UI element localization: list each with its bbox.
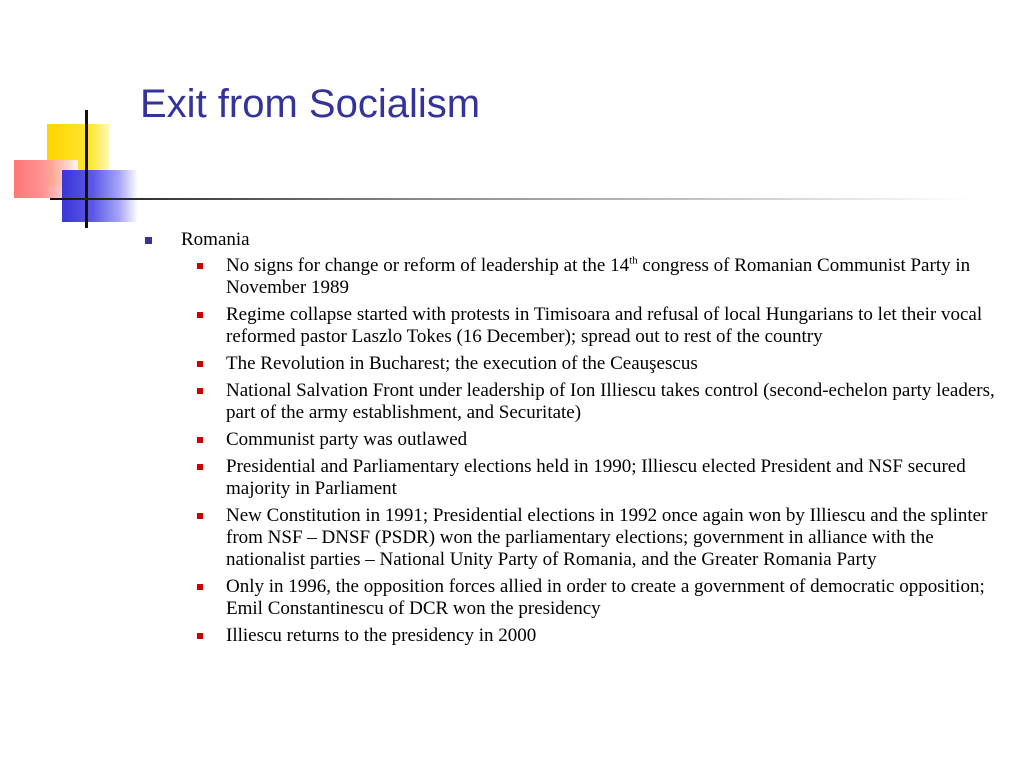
section-heading: Romania xyxy=(181,229,250,250)
bullet-text: Communist party was outlawed xyxy=(226,429,468,450)
square-bullet-icon xyxy=(197,312,203,318)
bullet-item xyxy=(140,255,1000,299)
title-underline xyxy=(50,198,970,200)
square-bullet-icon xyxy=(197,361,203,367)
bullet-text: Presidential and Parliamentary elections held in 1990; Illiescu elected President and NSF secured majority in Parliament xyxy=(226,456,966,499)
square-bullet-icon xyxy=(197,437,203,443)
square-bullet-icon xyxy=(197,263,203,269)
square-bullet-icon xyxy=(197,513,203,519)
square-bullet-icon xyxy=(197,388,203,394)
bullet-text-part: No signs for change or reform of leadership at the 14 xyxy=(226,255,630,276)
square-bullet-icon xyxy=(197,633,203,639)
ordinal-suffix: th xyxy=(629,254,638,267)
square-bullet-icon xyxy=(197,464,203,470)
bullet-text: New Constitution in 1991; Presidential elections in 1992 once again won by Illiescu and the splinter from NSF – DNSF (PSDR) won the parliamentary elections; government in alliance with the nationalist parties – National Unity Party of Romania, and the Greater Romania Party xyxy=(226,505,988,570)
bullet-level1 xyxy=(140,229,1000,251)
bullet-text: The Revolution in Bucharest; the execution of the Ceauşescus xyxy=(226,353,698,374)
bullet-item xyxy=(140,505,1000,571)
bullet-item xyxy=(140,380,1000,424)
square-bullet-icon xyxy=(145,237,152,244)
bullet-item xyxy=(140,625,1000,647)
bullet-item xyxy=(140,429,1000,451)
bullet-list xyxy=(140,255,1000,647)
slide-title: Exit from Socialism xyxy=(140,82,481,126)
bullet-item xyxy=(140,353,1000,375)
square-bullet-icon xyxy=(197,584,203,590)
bullet-text: Regime collapse started with protests in Timisoara and refusal of local Hungarians to let their vocal reformed pastor Laszlo Tokes (16 December); spread out to rest of the country xyxy=(226,304,983,347)
logo-blue-square xyxy=(62,170,138,222)
logo-vertical-line xyxy=(85,110,88,228)
bullet-item xyxy=(140,576,1000,620)
slide-content xyxy=(140,229,1000,652)
bullet-text: Illiescu returns to the presidency in 2000 xyxy=(226,625,537,646)
bullet-text-part: congress of Romanian Communist Party in November 1989 xyxy=(226,255,971,298)
bullet-text: Only in 1996, the opposition forces allied in order to create a government of democratic opposition; Emil Constantinescu of DCR won the presidency xyxy=(226,576,985,619)
bullet-item xyxy=(140,456,1000,500)
bullet-text: National Salvation Front under leadership of Ion Illiescu takes control (second-echelon party leaders, part of the army establishment, and Securitate) xyxy=(226,380,995,423)
bullet-item xyxy=(140,304,1000,348)
